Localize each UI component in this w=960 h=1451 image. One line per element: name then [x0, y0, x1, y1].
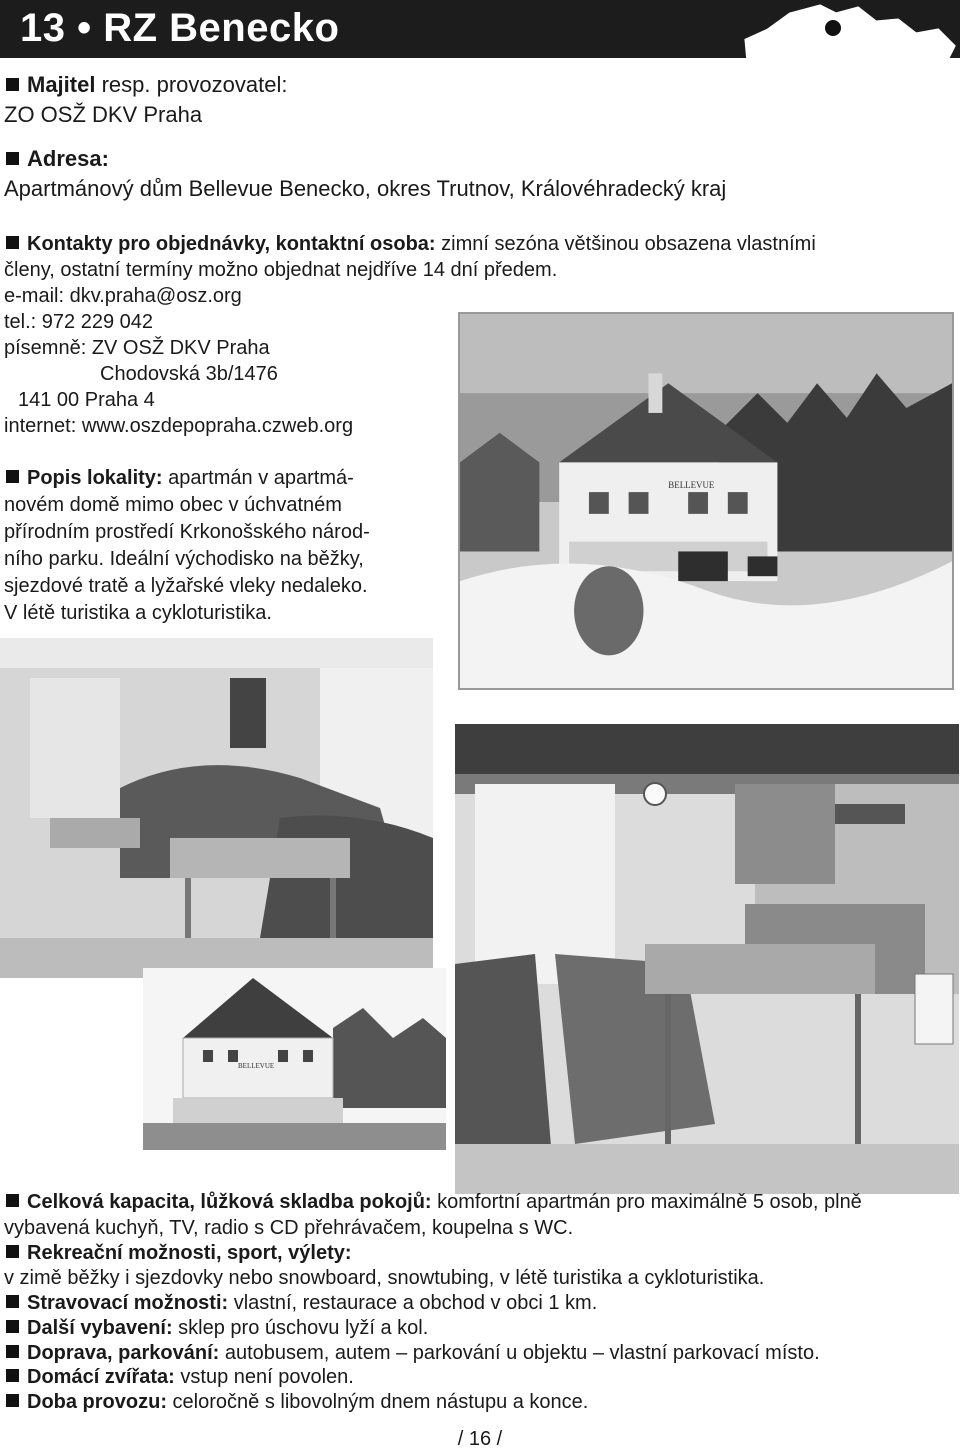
bullet-square-icon [6, 1295, 19, 1308]
bullet-square-icon [6, 1320, 19, 1333]
locality-heading: Popis lokality: apartmán v apartmá- [6, 466, 354, 491]
contact-internet: internet: www.oszdepopraha.czweb.org [4, 415, 354, 437]
bullet-square-icon [6, 152, 19, 165]
photo-kitchen [455, 724, 959, 1194]
page-title: 13 • RZ Benecko [20, 6, 340, 50]
contact-mail-line3: 141 00 Praha 4 [18, 389, 155, 411]
building-sign-text: BELLEVUE [238, 1062, 275, 1070]
address-heading: Adresa: [6, 146, 109, 171]
contact-email: e-mail: dkv.praha@osz.org [4, 285, 242, 307]
page-number: / 16 / [457, 1428, 503, 1450]
capacity-heading: Celková kapacita, lůžková skladba pokojů: komfortní apartmán pro maximálně 5 osob, plně [6, 1190, 862, 1215]
locality-line: přírodním prostředí Krkonošského národ- [4, 521, 370, 543]
contact-phone: tel.: 972 229 042 [4, 311, 154, 333]
locality-line: ního parku. Ideální východisko na běžky, [4, 548, 364, 570]
building-sign-text: BELLEVUE [668, 480, 715, 491]
bullet-square-icon [6, 236, 19, 249]
info-item-dining: Stravovací možnosti: vlastní, restaurace a obchod v obci 1 km. [6, 1291, 597, 1316]
recreation-text: v zimě běžky i sjezdovky nebo snowboard, snowtubing, v létě turistika a cykloturistika. [4, 1267, 765, 1289]
info-item-equipment: Další vybavení: sklep pro úschovu lyží a kol. [6, 1316, 428, 1341]
locality-line: sjezdové tratě a lyžařské vleky nedaleko. [4, 575, 368, 597]
contact-mail-line1: písemně: ZV OSŽ DKV Praha [4, 337, 270, 359]
photo-living-room [0, 638, 433, 978]
photo-summer-exterior [143, 968, 446, 1150]
info-item-transport: Doprava, parkování: autobusem, autem – parkování u objektu – vlastní parkovací místo. [6, 1341, 820, 1366]
info-item-operation: Doba provozu: celoročně s libovolným dnem nástupu a konce. [6, 1390, 588, 1415]
address-value: Apartmánový dům Bellevue Benecko, okres Trutnov, Královéhradecký kraj [4, 176, 727, 201]
contacts-text: členy, ostatní termíny možno objednat nejdříve 14 dní předem. [4, 259, 558, 281]
capacity-text: vybavená kuchyň, TV, radio s CD přehrávačem, koupelna s WC. [4, 1217, 574, 1239]
recreation-heading: Rekreační možnosti, sport, výlety: [6, 1241, 352, 1266]
bullet-square-icon [6, 470, 19, 483]
photo-winter-exterior [458, 312, 954, 690]
info-item-pets: Domácí zvířata: vstup není povolen. [6, 1365, 354, 1390]
bullet-square-icon [6, 1194, 19, 1207]
bullet-square-icon [6, 1394, 19, 1407]
locality-line: V létě turistika a cykloturistika. [4, 602, 272, 624]
owner-heading: Majitel resp. provozovatel: [6, 72, 287, 97]
czech-map-icon [738, 0, 960, 128]
bullet-square-icon [6, 1369, 19, 1382]
contact-mail-line2: Chodovská 3b/1476 [100, 363, 278, 385]
locality-line: novém domě mimo obec v úchvatném [4, 494, 342, 516]
bullet-square-icon [6, 78, 19, 91]
owner-value: ZO OSŽ DKV Praha [4, 102, 203, 127]
bullet-square-icon [6, 1345, 19, 1358]
bullet-square-icon [6, 1245, 19, 1258]
contacts-heading: Kontakty pro objednávky, kontaktní osoba: zimní sezóna většinou obsazena vlastními [6, 232, 816, 257]
